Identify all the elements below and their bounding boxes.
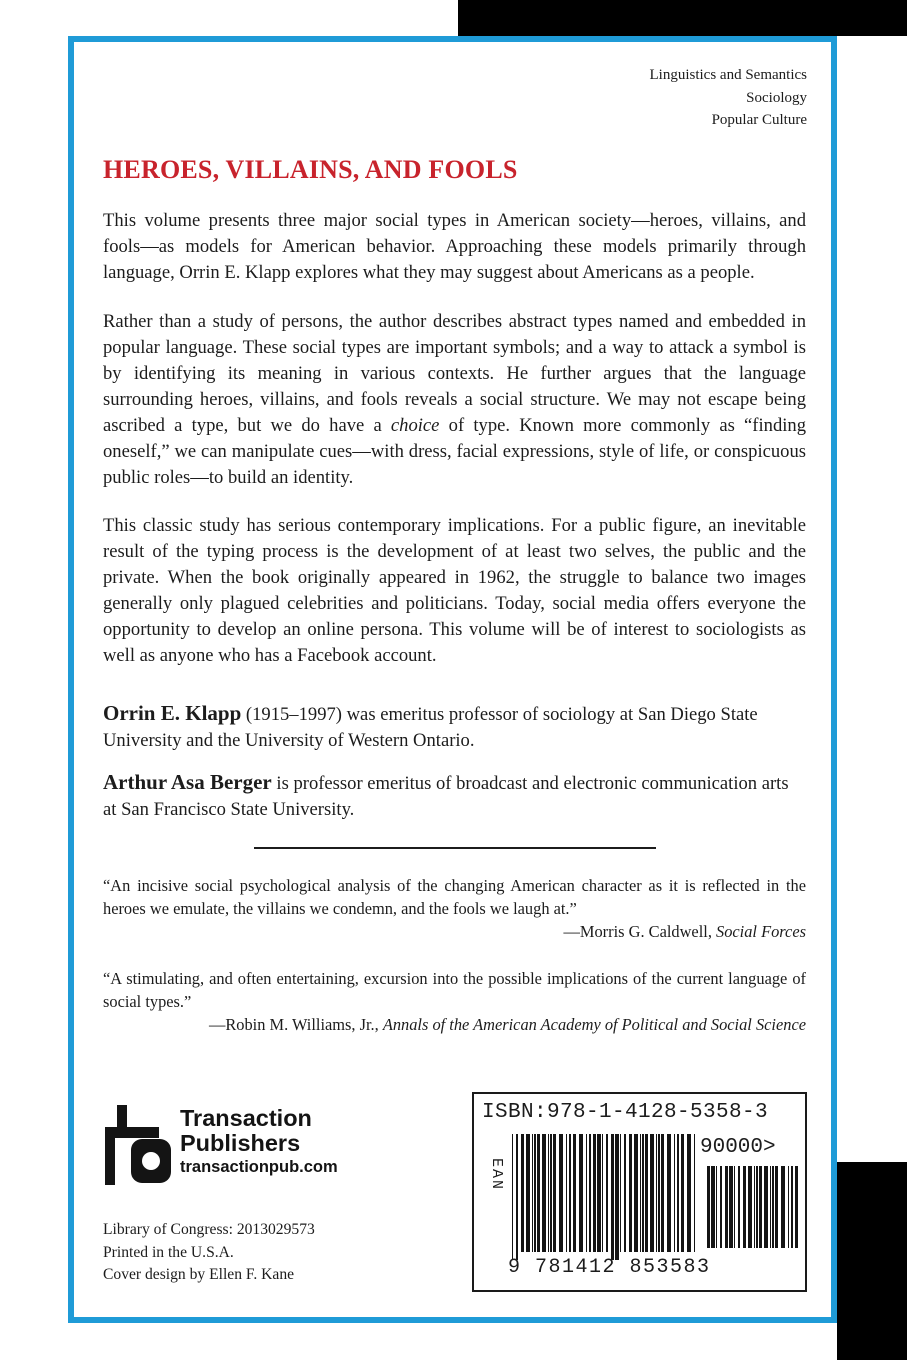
subject-categories — [650, 64, 807, 132]
review-quote-caldwell — [103, 874, 806, 943]
quote-text: “An incisive social psychological analysis of the changing American character as it is reflected in the heroes we emulate, the villains we condemn, and the fools we laugh at.” — [103, 876, 806, 918]
divider-rule — [254, 847, 656, 849]
description-paragraph-2 — [103, 309, 806, 491]
publisher-name-line: Publishers — [180, 1130, 301, 1156]
imprint-line: Cover design by Ellen F. Kane — [103, 1266, 295, 1283]
subject-item: Linguistics and Semantics — [649, 67, 807, 83]
ean-label: EAN — [488, 1158, 505, 1192]
subject-item: Popular Culture — [711, 112, 807, 128]
ean-digits: 9 781412 853583 — [508, 1256, 711, 1279]
ta-monogram-icon — [103, 1103, 173, 1185]
publisher-name — [180, 1106, 312, 1156]
emphasis-text: choice — [390, 415, 440, 436]
description-paragraph-1: This volume presents three major social types in American society—heroes, villains, and fools—as models for American behavior. Approaching these models primarily through language, Orrin E. Klapp explores what they may suggest about Americans as a people. — [103, 210, 806, 283]
quote-attribution — [103, 920, 806, 943]
author-bio-klapp — [103, 700, 806, 754]
barcode-bars — [512, 1134, 698, 1260]
black-bleed-right — [837, 1162, 907, 1360]
book-title: HEROES, VILLAINS, AND FOOLS — [103, 155, 518, 184]
author-bio-text: is professor emeritus of broadcast and electronic communication arts at San Francisco State University. — [103, 773, 789, 820]
attribution-source: Annals of the American Academy of Political and Social Science — [382, 1015, 806, 1034]
isbn-barcode-box — [472, 1092, 807, 1292]
price-code: 90000> — [700, 1136, 776, 1159]
imprint-line: Printed in the U.S.A. — [103, 1243, 234, 1261]
black-bleed-top — [458, 0, 907, 36]
publisher-url: transactionpub.com — [180, 1158, 338, 1176]
author-bio-berger — [103, 769, 806, 823]
author-name: Orrin E. Klapp — [103, 701, 242, 725]
paragraph-text: Rather than a study of persons, the author describes abstract types named and embedded in popular language. These social types are important symbols; and a way to attack a symbol is by identifying its meaning in various contexts. He further argues that the language surrounding heroes, villains, and fools reveals a social structure. We may not escape being ascribed a type, but we do have a — [103, 311, 806, 436]
subject-item: Sociology — [746, 89, 807, 106]
review-quote-williams — [103, 967, 806, 1036]
publisher-name-line: Transaction — [180, 1105, 312, 1131]
attribution-name: —Robin M. Williams, Jr., — [208, 1015, 383, 1034]
attribution-name: —Morris G. Caldwell, — [563, 922, 717, 941]
isbn-label: ISBN:978-1-4128-5358-3 — [482, 1101, 769, 1124]
author-bio-text: (1915–1997) was emeritus professor of sociology at San Diego State University and the University of Western Ontario. — [103, 704, 758, 751]
description-paragraph-3: This classic study has serious contemporary implications. For a public figure, an inevitable result of the typing process is the development of at least two selves, the public and the private. When the book originally appeared in 1962, the struggle to balance two images generally only plagued celebrities and politicians. Today, social media offers everyone the opportunity to develop an online persona. This volume will be of interest to sociologists as well as anyone who has a Facebook account. — [103, 515, 806, 666]
publisher-logo — [103, 1103, 343, 1185]
author-name: Arthur Asa Berger — [103, 770, 272, 794]
quote-attribution — [103, 1013, 806, 1036]
price-barcode-bars — [707, 1166, 799, 1248]
attribution-source: Social Forces — [716, 922, 806, 941]
quote-text: “A stimulating, and often entertaining, excursion into the possible implications of the current language of social types.” — [103, 969, 806, 1011]
imprint-info — [103, 1219, 315, 1287]
imprint-line: Library of Congress: 2013029573 — [103, 1221, 315, 1238]
paragraph-text: of type. Known more commonly as “finding oneself,” we can manipulate cues—with dress, facial expressions, style of life, or conspicuous public roles—to build an identity. — [103, 415, 807, 488]
